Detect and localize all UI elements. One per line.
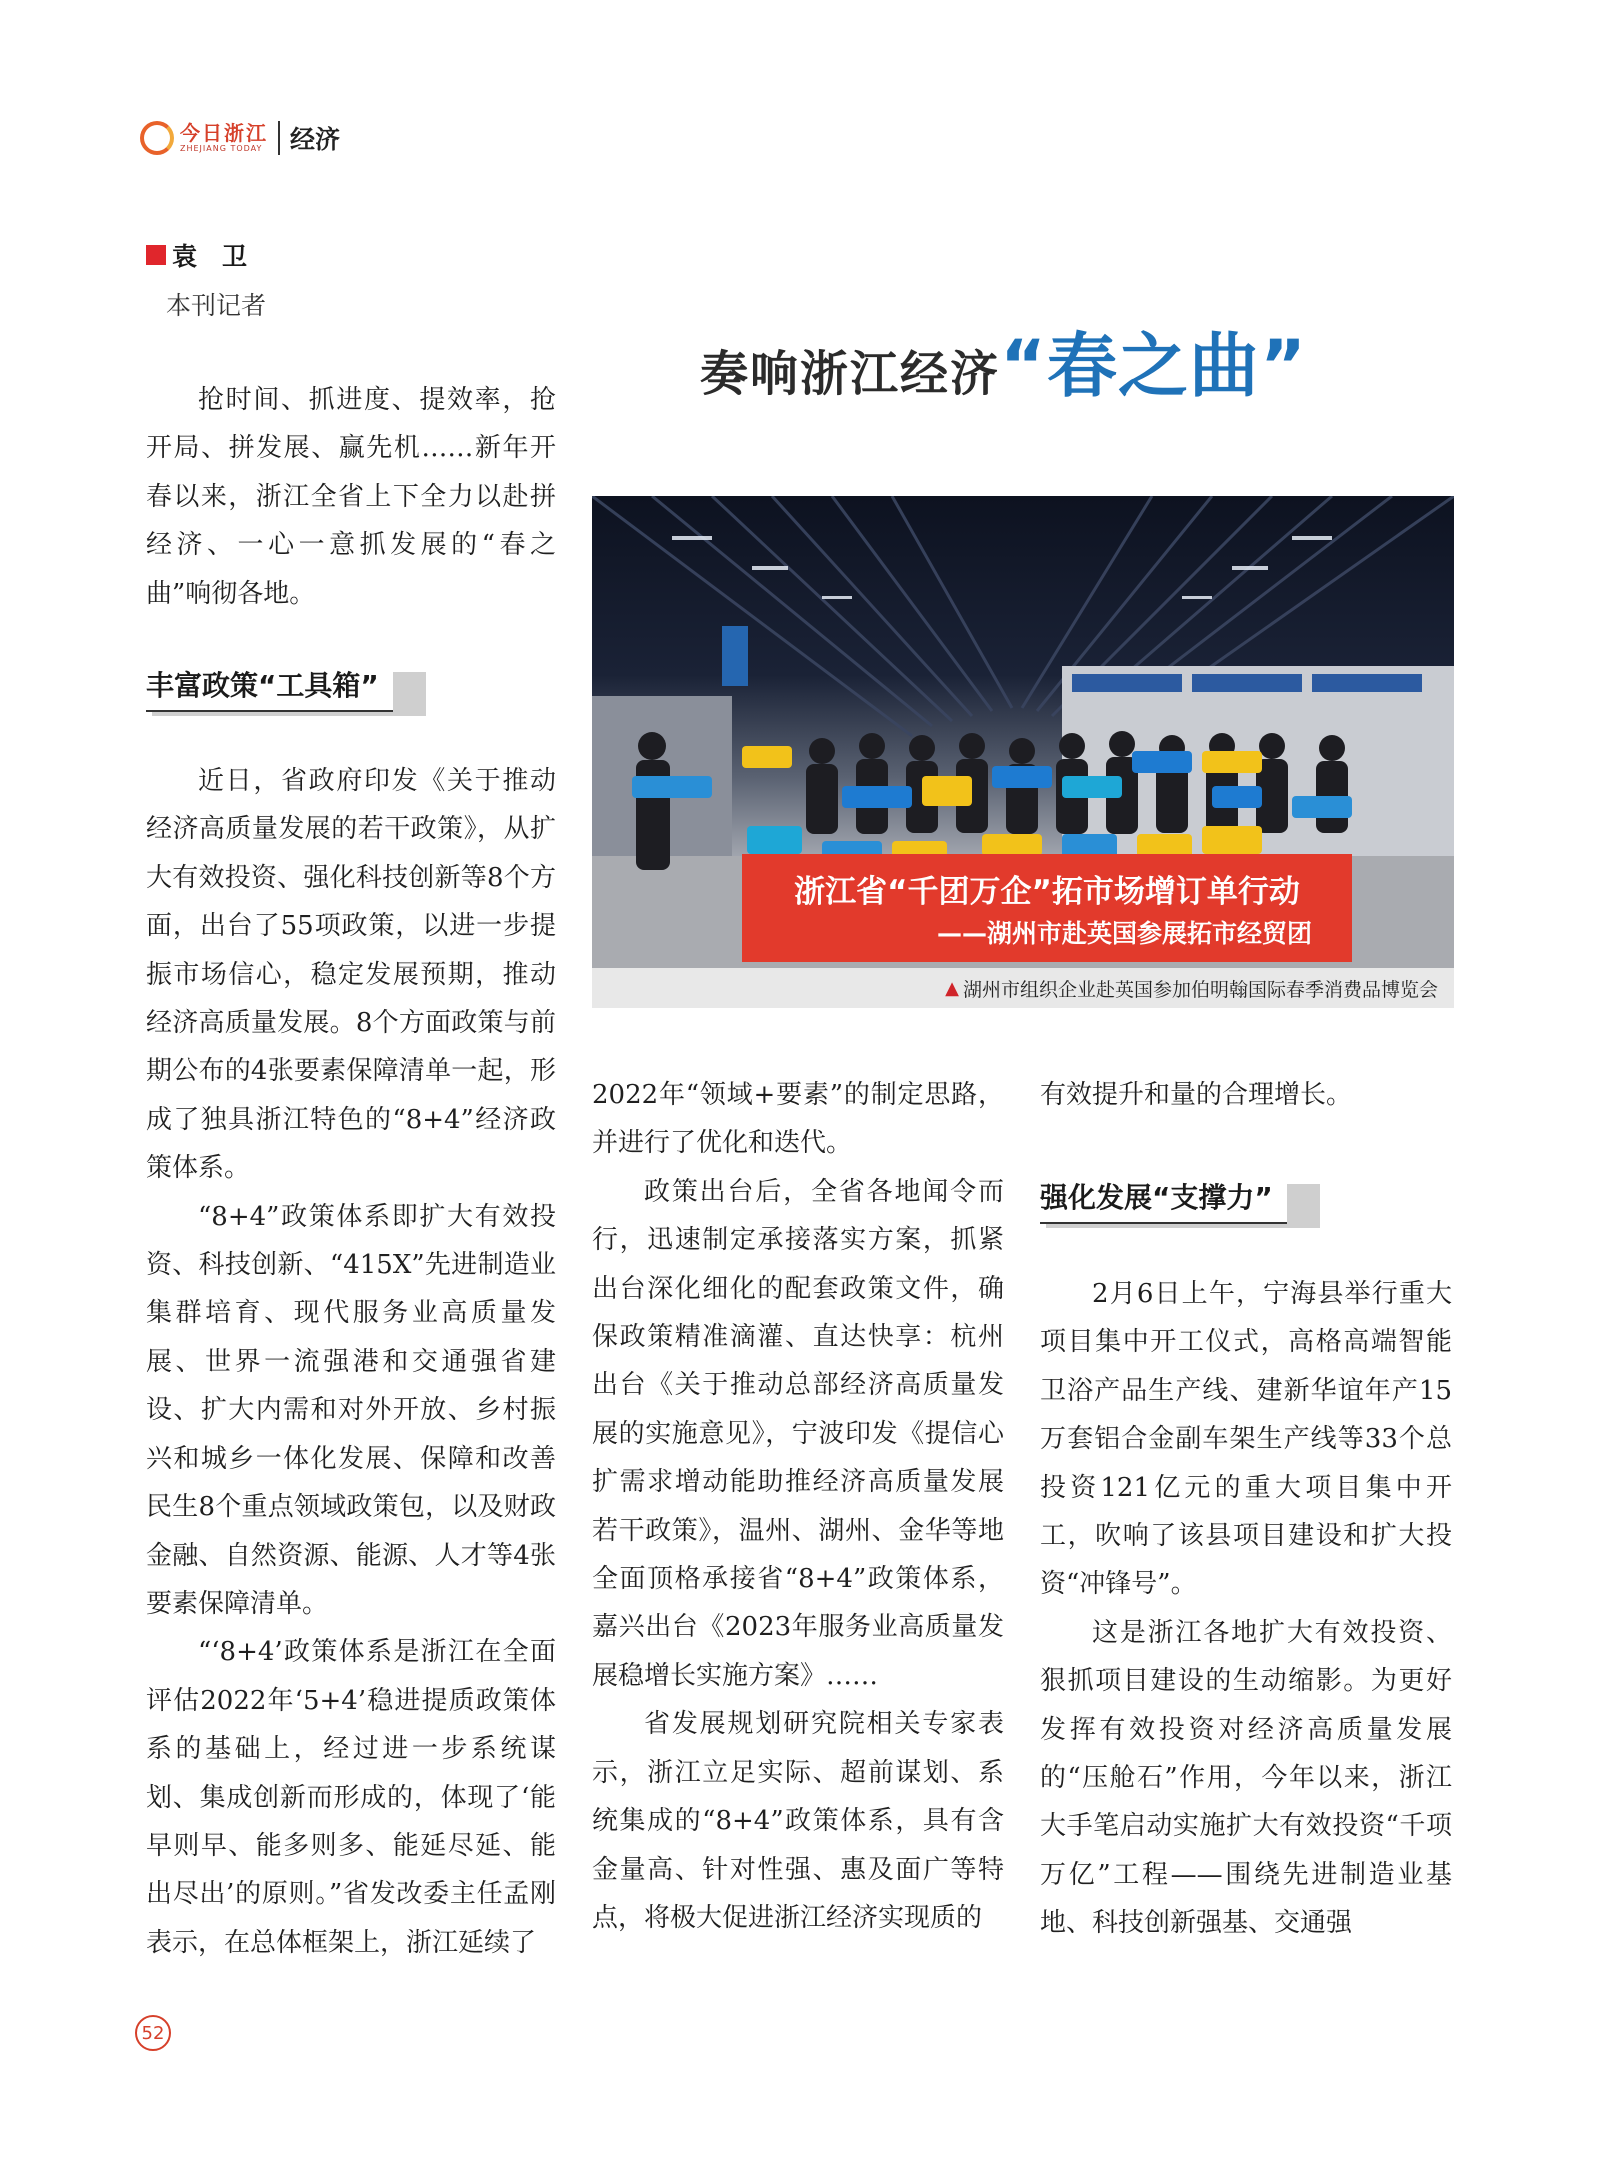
paragraph: 近日，省政府印发《关于推动经济高质量发展的若干政策》，从扩大有效投资、强化科技创新等8个方面，出台了55项政策，以进一步提振市场信心，稳定发展预期，推动经济高质量发展。8个方面政策与前期公布的4张要素保障清单一起，形成了独具浙江特色的“8+4”经济政策体系。: [146, 766, 556, 1184]
photo-caption: [592, 968, 1454, 1008]
magazine-logo: [140, 121, 268, 155]
paragraph: “8+4”政策体系即扩大有效投资、科技创新、“415X”先进制造业集群培育、现代服务业高质量发展、世界一流强港和交通强省建设、扩大内需和对外开放、乡村振兴和城乡一体化发展、保障和改善民生8个重点领域政策包，以及财政金融、自然资源、能源、人才等4张要素保障清单。: [146, 1201, 556, 1619]
header-divider: [278, 121, 280, 155]
triangle-icon: ▲: [945, 977, 959, 999]
title-main: 奏响浙江经济: [700, 346, 1001, 402]
column-2-body: [592, 1071, 1004, 1942]
red-square-icon: [146, 245, 166, 265]
author-name-text: 袁 卫: [172, 242, 248, 271]
logo-chinese: 今日浙江: [180, 121, 268, 145]
author-role: 本刊记者: [166, 291, 267, 320]
subhead-2-text: 强化发展“支撑力”: [1040, 1176, 1287, 1224]
caption-text: 湖州市组织企业赴英国参加伯明翰国际春季消费品博览会: [962, 978, 1438, 1001]
paragraph: 2月6日上午，宁海县举行重大项目集中开工仪式，高格高端智能卫浴产品生产线、建新华谊年产15万套铝合金副车架生产线等33个总投资121亿元的重大项目集中开工，吹响了该县项目建设和扩大投资“冲锋号”。: [1040, 1279, 1452, 1600]
subhead-development-support: [1040, 1176, 1287, 1224]
intro-paragraph: 抢时间、抓进度、提效率，抢开局、拼发展、赢先机……新年开春以来，浙江全省上下全力以赴拼经济、一心一意抓发展的“春之曲”响彻各地。: [146, 385, 556, 609]
paragraph: 这是浙江各地扩大有效投资、狠抓项目建设的生动缩影。为更好发挥有效投资对经济高质量发展的“压舱石”作用，今年以来，浙江大手笔启动实施扩大有效投资“千项万亿”工程——围绕先进制造业基地、科技创新强基、交通强: [1040, 1617, 1452, 1939]
paragraph: 2022年“领域+要素”的制定思路，并进行了优化和迭代。: [592, 1080, 1004, 1159]
subhead-1-text: 丰富政策“工具箱”: [146, 664, 393, 712]
author-name: [146, 237, 247, 273]
subhead-policy-toolbox: [146, 664, 393, 712]
title-highlight: “春之曲”: [1000, 325, 1308, 407]
column-3-top: [1040, 1071, 1452, 1119]
article-title: [700, 310, 1307, 411]
section-label: 经济: [290, 125, 341, 154]
paragraph: 政策出台后，全省各地闻令而行，迅速制定承接落实方案，抓紧出台深化细化的配套政策文件，确保政策精准滴灌、直达快享：杭州出台《关于推动总部经济高质量发展的实施意见》，宁波印发《提信心扩需求增动能助推经济高质量发展若干政策》，温州、湖州、金华等地全面顶格承接省“8+4”政策体系，嘉兴出台《2023年服务业高质量发展稳增长实施方案》……: [592, 1176, 1004, 1691]
logo-english: ZHEJIANG TODAY: [180, 144, 263, 153]
column-3-body: [1040, 1270, 1452, 1948]
column-1-intro: [146, 376, 556, 618]
paragraph: 省发展规划研究院相关专家表示，浙江立足实际、超前谋划、系统集成的“8+4”政策体系，具有含金量高、针对性强、惠及面广等特点，将极大促进浙江经济实现质的: [592, 1709, 1004, 1933]
banner-line-1: 浙江省“千团万企”拓市场增订单行动: [794, 874, 1300, 910]
paragraph: 有效提升和量的合理增长。: [1040, 1080, 1353, 1110]
sun-logo-icon: [140, 121, 174, 155]
page-header: [140, 116, 340, 160]
column-1-body: [146, 757, 556, 1967]
banner-line-2: ——湖州市赴英国参展拓市经贸团: [936, 919, 1312, 948]
paragraph: “‘8+4’政策体系是浙江在全面评估2022年‘5+4’稳进提质政策体系的基础上，经过进一步系统谋划、集成创新而形成的，体现了‘能早则早、能多则多、能延尽延、能出尽出’的原则。”省发改委主任孟刚表示，在总体框架上，浙江延续了: [146, 1637, 556, 1958]
page-number: 52: [135, 2015, 171, 2051]
article-photo: [592, 496, 1454, 1008]
